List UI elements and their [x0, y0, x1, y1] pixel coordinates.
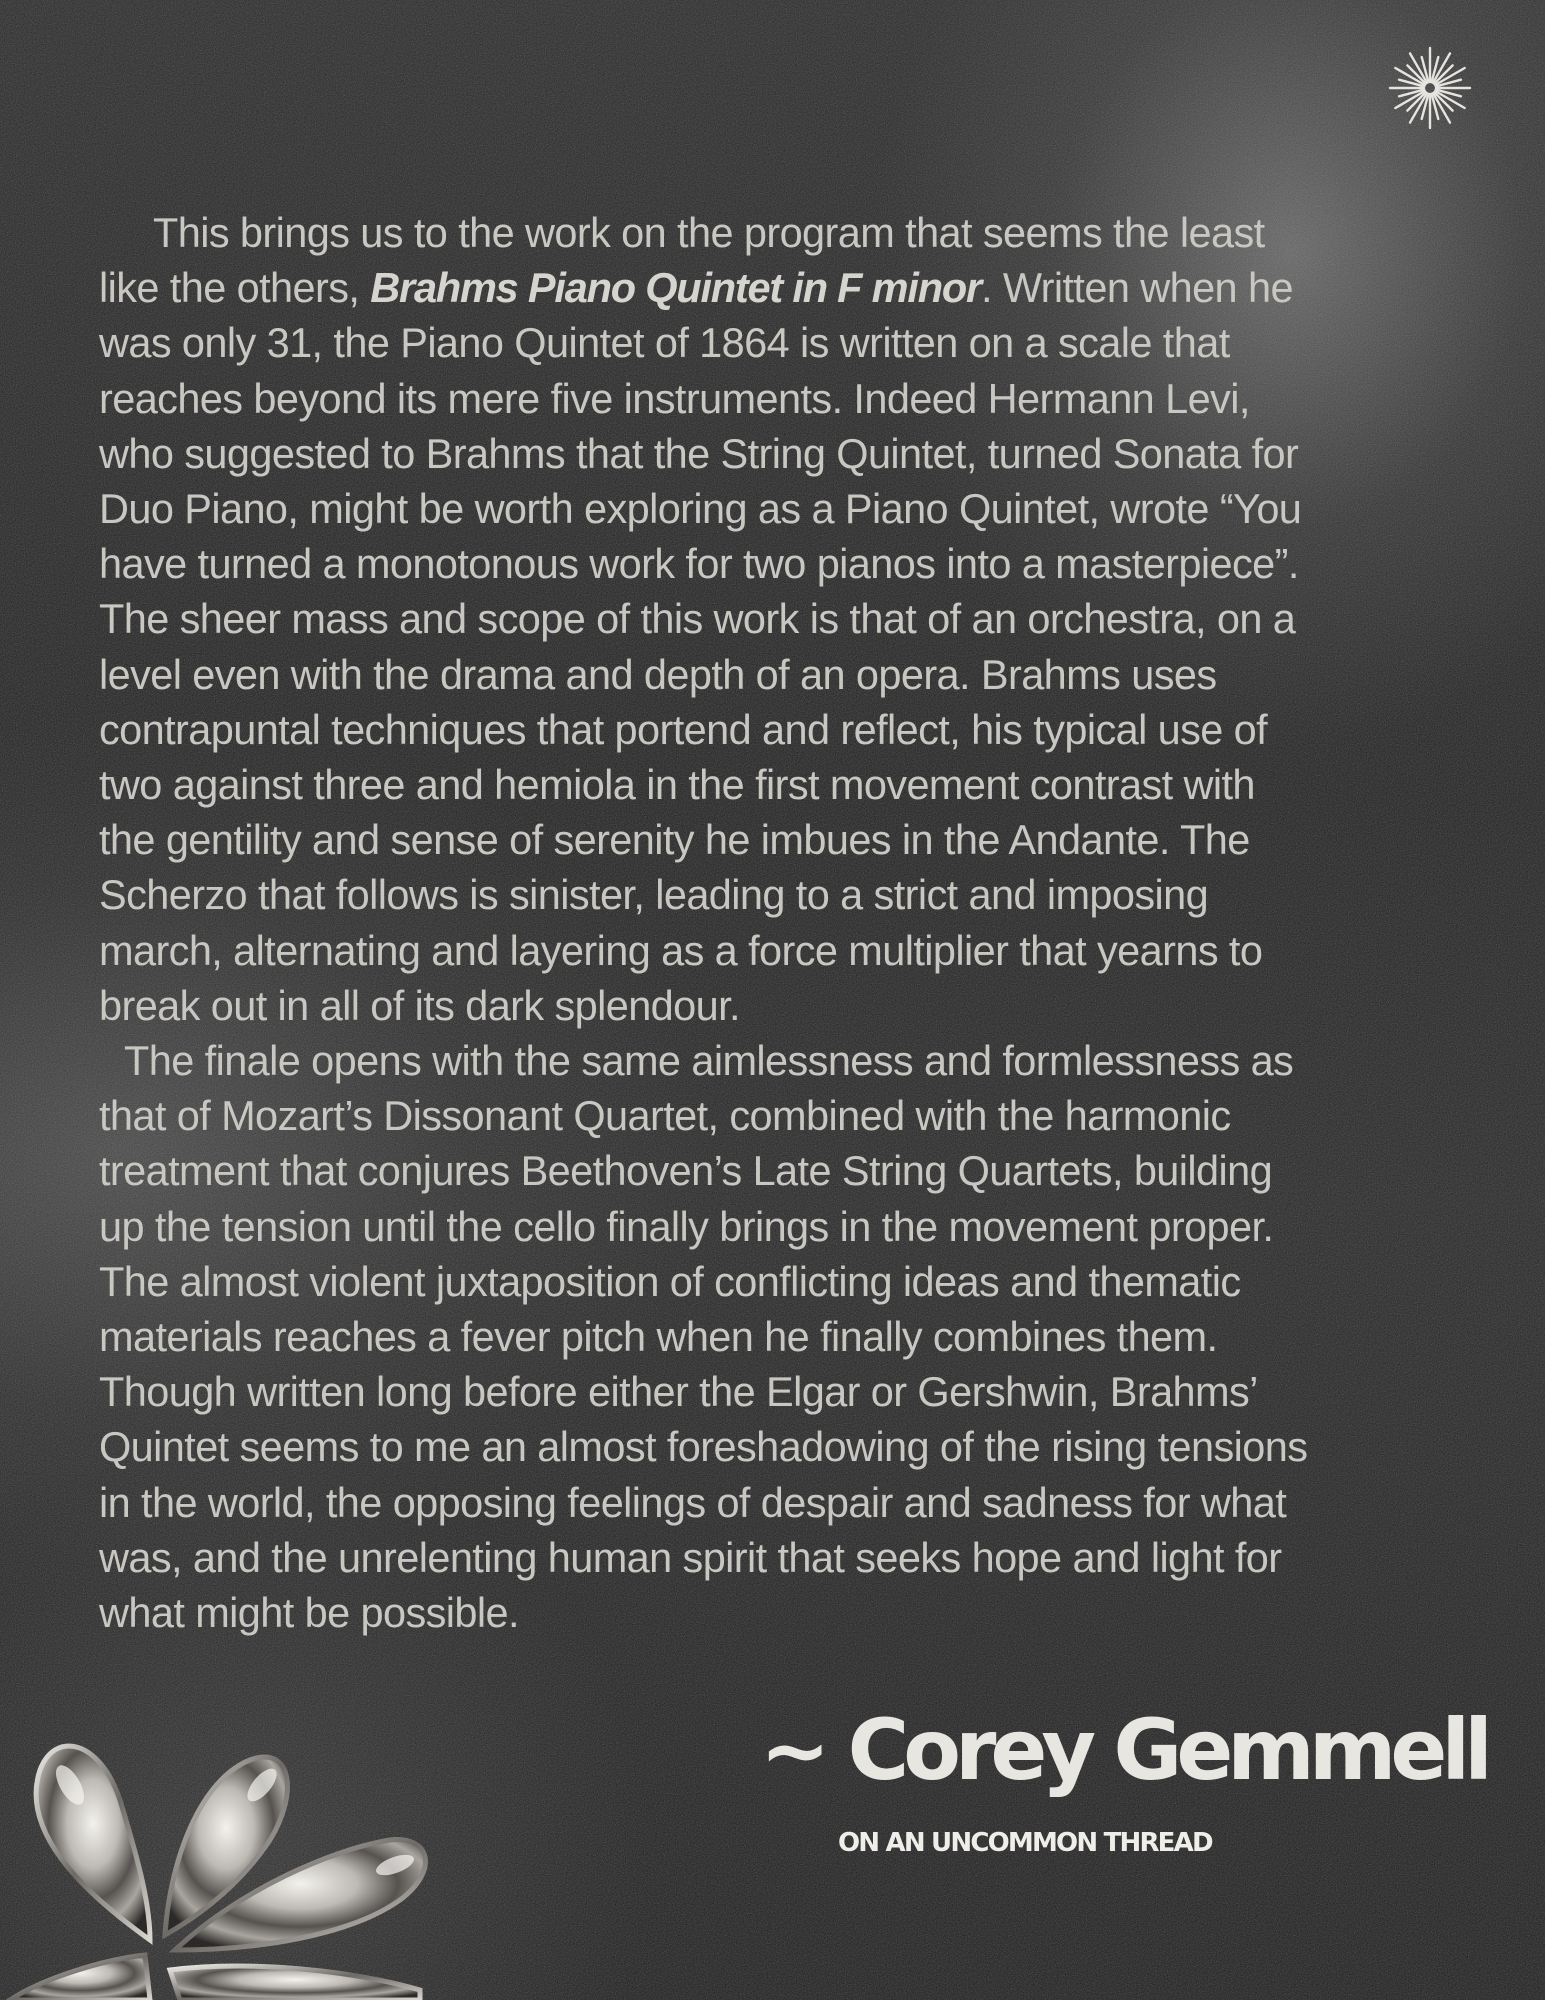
essay-line: break out in all of its dark splendour. [99, 981, 740, 1029]
essay-line: treatment that conjures Beethoven’s Late String Quartets, building [99, 1147, 1273, 1195]
essay-line: who suggested to Brahms that the String Quintet, turned Sonata for [99, 429, 1299, 477]
essay-line: contrapuntal techniques that portend and reflect, his typical use of [99, 705, 1268, 753]
program-subtitle: ON AN UNCOMMON THREAD [838, 1828, 1212, 1858]
author-signature: ~ Corey Gemmell [760, 1701, 1487, 1799]
chrome-flower [0, 1690, 560, 2000]
essay-line: was only 31, the Piano Quintet of 1864 is written on a scale that [99, 319, 1230, 367]
work-title: Brahms Piano Quintet in F minor [370, 264, 981, 312]
essay-line: was, and the unrelenting human spirit that seeks hope and light for [99, 1533, 1282, 1581]
essay-line: reaches beyond its mere five instruments. Indeed Hermann Levi, [99, 374, 1250, 422]
essay-line: that of Mozart’s Dissonant Quartet, combined with the harmonic [99, 1092, 1231, 1140]
essay-line: The almost violent juxtaposition of conflicting ideas and thematic [99, 1257, 1241, 1305]
essay-text: like the others, [99, 264, 371, 312]
essay-line: Quintet seems to me an almost foreshadowing of the rising tensions [99, 1423, 1308, 1471]
essay-line: what might be possible. [99, 1589, 519, 1637]
essay-line: up the tension until the cello finally brings in the movement proper. [99, 1202, 1274, 1250]
essay-text: . Written when he [980, 264, 1293, 312]
essay-line: materials reaches a fever pitch when he finally combines them. [99, 1313, 1218, 1361]
essay-line: Scherzo that follows is sinister, leading to a strict and imposing [99, 871, 1209, 919]
essay-line: This brings us to the work on the program that seems the least [153, 209, 1265, 256]
essay-line: The finale opens with the same aimlessness and formlessness as [124, 1037, 1294, 1085]
essay-line: in the world, the opposing feelings of despair and sadness for what [99, 1478, 1287, 1526]
essay-line: the gentility and sense of serenity he imbues in the Andante. The [99, 816, 1250, 864]
essay-line: Though written long before either the Elgar or Gershwin, Brahms’ [99, 1368, 1258, 1416]
starburst-icon [1388, 46, 1472, 130]
essay-line: march, alternating and layering as a force multiplier that yearns to [99, 926, 1263, 974]
essay-line: two against three and hemiola in the first movement contrast with [99, 761, 1255, 809]
essay-body [99, 205, 1459, 1640]
essay-line [99, 260, 1459, 315]
essay-line: level even with the drama and depth of an opera. Brahms uses [99, 650, 1217, 698]
essay-line: Duo Piano, might be worth exploring as a Piano Quintet, wrote “You [99, 485, 1302, 533]
essay-line: The sheer mass and scope of this work is that of an orchestra, on a [99, 595, 1296, 643]
essay-line: have turned a monotonous work for two pianos into a masterpiece”. [99, 540, 1299, 588]
